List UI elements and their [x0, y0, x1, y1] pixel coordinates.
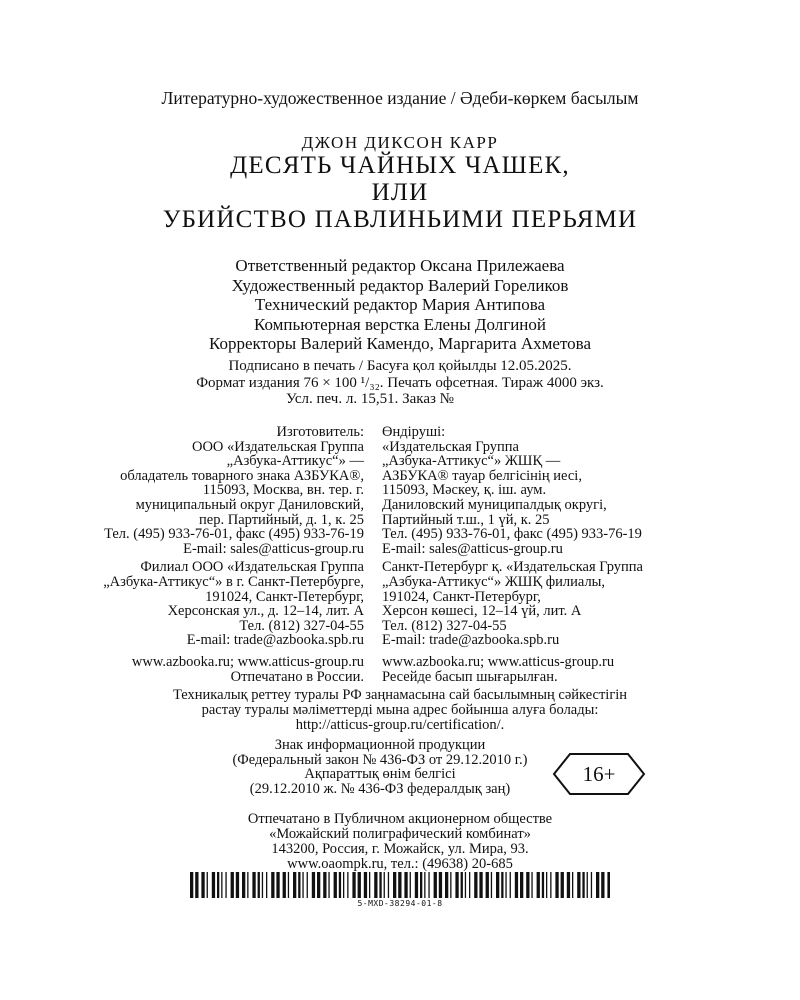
branch-ru	[90, 560, 378, 648]
barcode-bar	[388, 872, 389, 898]
barcode-bar	[420, 872, 422, 898]
branch-ru-line: E-mail: trade@azbooka.spb.ru	[186, 632, 364, 649]
title-line-3: УБИЙСТВО ПАВЛИНЬИМИ ПЕРЬЯМИ	[162, 206, 638, 233]
websites-kz	[378, 655, 710, 684]
credits-block	[0, 256, 800, 354]
barcode-bar	[455, 872, 458, 898]
barcode-bar	[393, 872, 396, 898]
barcode-bar	[374, 872, 377, 898]
manufacturer-columns	[90, 425, 710, 684]
printer-line: 143200, Россия, г. Можайск, ул. Мира, 93.	[271, 841, 529, 857]
barcode-bar	[555, 872, 558, 898]
barcode-bar	[266, 872, 267, 898]
barcode-bar	[505, 872, 506, 898]
barcode-bar	[247, 872, 248, 898]
barcode-bar	[276, 872, 279, 898]
branch-kz-line: E-mail: trade@azbooka.spb.ru	[382, 632, 560, 649]
credit-line: Художественный редактор Валерий Гореликов	[231, 275, 569, 295]
branch-kz-line: „Азбука-Аттикус“» ЖШҚ филиалы,	[382, 573, 606, 590]
barcode-bar	[537, 872, 540, 898]
branch-ru-line: Херсонская ул., д. 12–14, лит. А	[167, 603, 364, 620]
info-product-mark	[190, 738, 570, 796]
certification-link: http://atticus-group.ru/certification/.	[295, 717, 505, 733]
info-mark-line: Ақпараттық өнім белгісі	[304, 766, 456, 782]
info-mark-line: (Федеральный закон № 436-ФЗ от 29.12.2010 г.)	[232, 751, 528, 768]
info-mark-line: Знак информационной продукции	[274, 737, 486, 753]
manufacturer-ru-line: Тел. (495) 933-76-01, факс (495) 933-76-19	[104, 526, 364, 543]
barcode-bar	[410, 872, 411, 898]
websites-kz-line: www.azbooka.ru; www.atticus-group.ru	[382, 653, 615, 670]
barcode-bar	[271, 872, 274, 898]
printed-in-russia: Отпечатано в России.	[230, 668, 364, 685]
barcode-bar	[486, 872, 489, 898]
printed-in-russia-kz: Ресейде басып шығарылған.	[382, 668, 558, 685]
barcode-bar	[323, 872, 326, 898]
branch-kz	[378, 560, 710, 648]
tech-regulation-line: растау туралы мәліметтерді мына адрес бойынша алуға болады:	[201, 702, 599, 718]
barcode-bar	[415, 872, 418, 898]
manufacturer-kz-line: Өндіруші:	[382, 424, 446, 440]
manufacturer-ru-line: 115093, Москва, вн. тер. г.	[202, 482, 364, 499]
barcode-bar	[190, 872, 193, 898]
age-rating-badge	[552, 752, 646, 796]
barcode-bar	[577, 872, 580, 898]
barcode-bar	[546, 872, 547, 898]
websites-ru	[90, 655, 378, 684]
barcode-bar	[591, 872, 592, 898]
barcode-bar	[542, 872, 544, 898]
barcode-bar	[317, 872, 320, 898]
manufacturer-ru	[90, 425, 378, 556]
barcode	[190, 872, 610, 898]
barcode-bar	[596, 872, 599, 898]
printer-info	[0, 812, 800, 872]
barcode-bar	[334, 872, 337, 898]
barcode-bar	[601, 872, 604, 898]
barcode-bar	[561, 872, 564, 898]
author-name: ДЖОН ДИКСОН КАРР	[301, 133, 499, 152]
barcode-bar	[252, 872, 255, 898]
credit-line: Ответственный редактор Оксана Прилежаева	[235, 256, 565, 275]
manufacturer-ru-line: ООО «Издательская Группа	[191, 438, 364, 455]
barcode-bar	[352, 872, 355, 898]
barcode-bar	[302, 872, 303, 898]
publishing-info	[0, 358, 800, 408]
barcode-bar	[225, 872, 226, 898]
barcode-bar	[288, 872, 289, 898]
barcode-bar	[404, 872, 407, 898]
barcode-bar	[212, 872, 215, 898]
barcode-bar	[461, 872, 463, 898]
barcode-bar	[195, 872, 198, 898]
barcode-bar	[607, 872, 610, 898]
barcode-bar	[572, 872, 573, 898]
barcode-bar	[369, 872, 370, 898]
barcode-bar	[379, 872, 381, 898]
barcode-bar	[526, 872, 529, 898]
barcode-bar	[550, 872, 551, 898]
barcode-bar	[439, 872, 442, 898]
manufacturer-kz	[378, 425, 710, 556]
manufacturer-ru-line: пер. Партийный, д. 1, к. 25	[199, 511, 364, 528]
manufacturer-kz-line: «Издательская Группа	[382, 438, 519, 455]
sheets-order-text: Усл. печ. л. 15,51. Заказ №	[286, 391, 454, 407]
barcode-bar	[510, 872, 511, 898]
barcode-label: 5-MXD-38294-01-8	[357, 899, 443, 908]
barcode-bar	[445, 872, 448, 898]
barcode-bar	[450, 872, 451, 898]
barcode-bar	[501, 872, 503, 898]
barcode-bar	[201, 872, 204, 898]
manufacturer-ru-line: муниципальный округ Даниловский,	[135, 496, 364, 513]
barcode-bar	[384, 872, 385, 898]
title-line-2: ИЛИ	[371, 179, 429, 206]
manufacturer-kz-line: „Азбука-Аттикус“» ЖШҚ —	[382, 453, 561, 470]
manufacturer-kz-line: E-mail: sales@atticus-group.ru	[382, 540, 563, 557]
manufacturer-kz-line: Партийный т.ш., 1 үй, к. 25	[382, 511, 550, 528]
barcode-bar	[217, 872, 219, 898]
barcode-bar	[231, 872, 234, 898]
barcode-bar	[236, 872, 239, 898]
branch-kz-line: 191024, Санкт-Петербург,	[382, 588, 541, 605]
age-rating-label: 16+	[582, 762, 616, 786]
manufacturer-kz-line: 115093, Мәскеу, қ. іш. аум.	[382, 482, 547, 499]
barcode-bar	[221, 872, 222, 898]
branch-kz-line: Санкт-Петербург қ. «Издательская Группа	[382, 559, 643, 576]
barcode-bar	[491, 872, 492, 898]
tech-regulation-note	[0, 688, 800, 733]
signed-date: Подписано в печать / Басуға қол қойылды 12.05.2025.	[228, 358, 572, 374]
barcode-bar	[587, 872, 588, 898]
credit-line: Корректоры Валерий Камендо, Маргарита Ахметова	[208, 334, 591, 353]
barcode-bar	[364, 872, 367, 898]
barcode-bar	[283, 872, 286, 898]
barcode-bar	[479, 872, 482, 898]
barcode-bar	[520, 872, 523, 898]
barcode-bar	[469, 872, 470, 898]
barcode-bar	[465, 872, 466, 898]
manufacturer-kz-line: Тел. (495) 933-76-01, факс (495) 933-76-19	[382, 526, 642, 543]
printer-line: Отпечатано в Публичном акционерном обществе	[247, 811, 553, 827]
barcode-bar	[347, 872, 348, 898]
title-line-1: ДЕСЯТЬ ЧАЙНЫХ ЧАШЕК,	[230, 152, 570, 179]
manufacturer-kz-line: Даниловский муниципалдық округі,	[382, 496, 607, 513]
barcode-bar	[339, 872, 341, 898]
printer-line: «Можайский полиграфический комбинат»	[269, 826, 531, 842]
barcode-bar	[343, 872, 344, 898]
manufacturer-ru-line: обладатель товарного знака АЗБУКА®,	[120, 467, 364, 484]
barcode-bar	[298, 872, 300, 898]
barcode-bar	[424, 872, 425, 898]
branch-kz-line: Тел. (812) 327-04-55	[382, 617, 507, 634]
barcode-bar	[515, 872, 518, 898]
branch-ru-line: 191024, Санкт-Петербург,	[205, 588, 364, 605]
barcode-bar	[242, 872, 245, 898]
credit-line: Технический редактор Мария Антипова	[254, 295, 546, 314]
tech-regulation-line: Техникалық реттеу туралы РФ заңнамасына сай басылымның сәйкестігін	[172, 687, 628, 703]
barcode-bar	[567, 872, 570, 898]
barcode-bar	[358, 872, 361, 898]
manufacturer-ru-line: „Азбука-Аттикус“» —	[226, 453, 364, 470]
branch-ru-line: Филиал ООО «Издательская Группа	[140, 559, 364, 576]
barcode-bar	[582, 872, 584, 898]
manufacturer-ru-line: Изготовитель:	[276, 424, 364, 440]
book-title	[0, 152, 800, 233]
barcode-bar	[496, 872, 499, 898]
barcode-bar	[293, 872, 296, 898]
edition-line: Литературно-художественное издание / Әдеби-көркем басылым	[161, 88, 639, 108]
barcode-bar	[328, 872, 329, 898]
credit-line: Компьютерная верстка Елены Долгиной	[254, 314, 546, 334]
info-mark-line: (29.12.2010 ж. № 436-ФЗ федералдық заң)	[249, 780, 511, 797]
branch-ru-line: Тел. (812) 327-04-55	[239, 617, 364, 634]
barcode-bar	[428, 872, 429, 898]
branch-kz-line: Херсон көшесі, 12–14 үй, лит. А	[382, 603, 582, 620]
printer-line: www.oaompk.ru, тел.: (49638) 20-685	[287, 856, 513, 872]
manufacturer-kz-line: АЗБУКА® тауар белгісінің иесі,	[382, 467, 582, 484]
sheets-order	[0, 391, 800, 408]
manufacturer-ru-line: E-mail: sales@atticus-group.ru	[183, 540, 364, 557]
barcode-bar	[207, 872, 208, 898]
barcode-bar	[434, 872, 437, 898]
websites-ru-line: www.azbooka.ru; www.atticus-group.ru	[131, 653, 364, 670]
branch-ru-line: „Азбука-Аттикус“» в г. Санкт-Петербурге,	[103, 573, 364, 590]
barcode-bar	[474, 872, 477, 898]
barcode-bar	[307, 872, 308, 898]
barcode-bar	[398, 872, 401, 898]
format-info: Формат издания 76 × 100 ¹/₃₂. Печать офсетная. Тираж 4000 экз.	[196, 374, 604, 391]
barcode-bar	[262, 872, 263, 898]
barcode-bar	[258, 872, 260, 898]
barcode-bar	[312, 872, 315, 898]
barcode-bar	[531, 872, 532, 898]
